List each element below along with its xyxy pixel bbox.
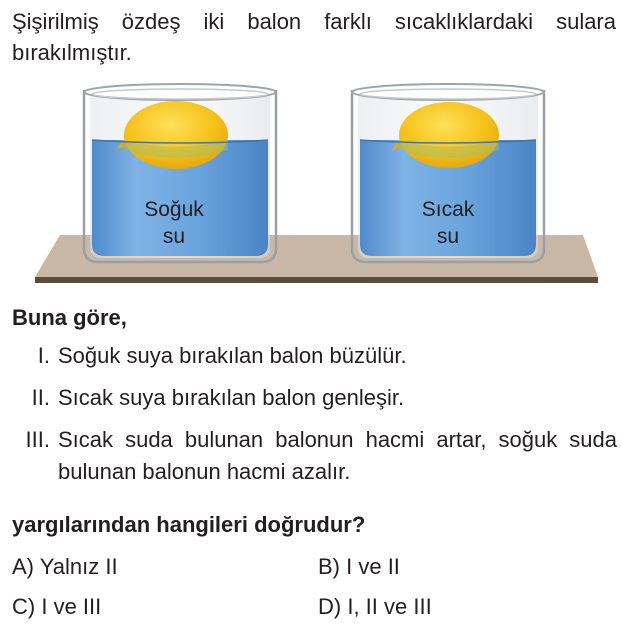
statement-text: Sıcak suda bulunan balonun hacmi artar, soğuk suda bulunan balonun hacmi azalır.: [58, 427, 617, 484]
option-text: I ve III: [41, 594, 102, 619]
statement-number: I.: [37, 343, 50, 368]
option-d[interactable]: [318, 592, 432, 622]
cold-label-line2: su: [162, 225, 186, 248]
option-letter: B): [318, 554, 340, 579]
hot-label-line2: su: [436, 225, 460, 248]
option-letter: A): [12, 554, 34, 579]
option-text: I ve II: [346, 554, 400, 579]
statement-2: [12, 382, 617, 414]
statement-text: Soğuk suya bırakılan balon büzülür.: [58, 343, 407, 368]
statement-text: Sıcak suya bırakılan balon genleşir.: [58, 385, 405, 410]
statement-number: II.: [31, 385, 50, 410]
statement-number: III.: [25, 427, 50, 452]
option-letter: D): [318, 594, 342, 619]
option-a[interactable]: [12, 552, 118, 582]
cold-label-line1: Soğuk: [144, 198, 204, 221]
question-text: yargılarından hangileri doğrudur?: [12, 512, 366, 537]
hot-label-line1: Sıcak: [421, 198, 475, 221]
option-c[interactable]: [12, 592, 101, 622]
option-b[interactable]: [318, 552, 400, 582]
balloon-cold: [124, 101, 228, 169]
hot-water-label: [388, 196, 508, 250]
beakers-illustration: [0, 78, 622, 293]
intro-text: Şişirilmiş özdeş iki balon farklı sıcaklıklardaki sulara bırakılmıştır.: [12, 9, 616, 65]
option-letter: C): [12, 594, 36, 619]
question-intro: Buna göre,: [12, 305, 127, 330]
balloon-experiment-figure: [0, 78, 622, 293]
statement-3: [12, 424, 617, 488]
balloon-hot: [399, 102, 499, 168]
statement-1: [12, 340, 617, 372]
option-text: I, II ve III: [347, 594, 432, 619]
option-text: Yalnız II: [39, 554, 118, 579]
cold-water-label: [114, 196, 234, 250]
